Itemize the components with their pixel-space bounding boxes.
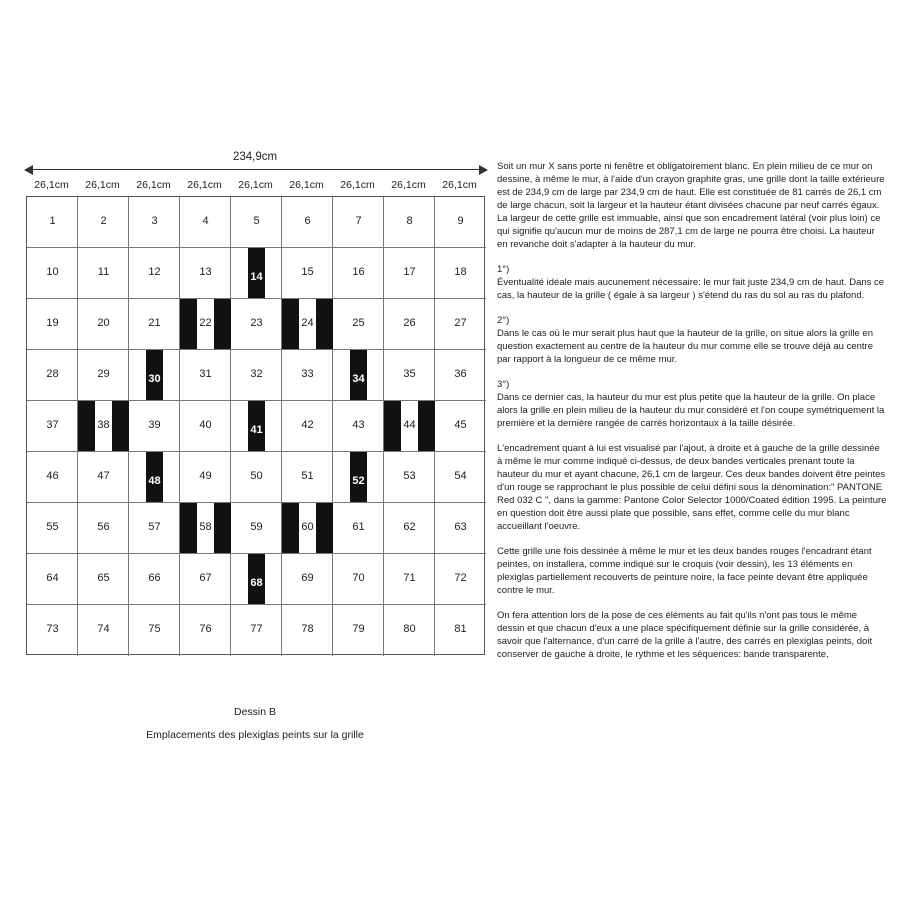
cell-number: 32 xyxy=(250,368,263,380)
cell-number: 13 xyxy=(199,266,212,278)
grid-cell xyxy=(333,401,384,452)
painted-plexiglas-band-right xyxy=(418,401,435,451)
paragraph-frame: L'encadrement quant à lui est visualisé par l'ajout, à droite et à gauche de la grille dessinée à même le mur comme indiqué ci-dessus, de deux bandes verticales prenant toute la hauteur du mur et ayant chacune, 26,1 cm de largeur. Ces deux bandes doivent être peintes d'un rouge se rapprochant le plus possible de celui défini sous la dénomination:" PANTONE Red 032 C ", dans la gamme: Pantone Color Selector 1000/Coated édition 1995. La peinture en question doit être aussi plate que possible, sans effet, comme celle du mur blanc accueillant l'oeuvre. xyxy=(497,443,887,532)
grid-cell xyxy=(282,605,333,656)
cell-number: 49 xyxy=(199,470,212,482)
cell-number: 12 xyxy=(148,266,161,278)
cell-number: 56 xyxy=(97,521,110,533)
grid-cell xyxy=(78,401,129,452)
paragraph-install: Cette grille une fois dessinée à même le mur et les deux bandes rouges l'encadrant étant peintes, on installera, comme indiqué sur le croquis (voir dessin), les 13 éléments en plexiglas partiellement recouverts de peinture noire, la face peinte devant être appliquée contre le mur. xyxy=(497,546,872,596)
cell-number: 54 xyxy=(454,470,467,482)
cell-number: 23 xyxy=(250,317,263,329)
grid-cell xyxy=(333,452,384,503)
cell-number: 75 xyxy=(148,623,161,635)
cell-number: 20 xyxy=(97,317,110,329)
cell-number: 31 xyxy=(199,368,212,380)
grid-cell xyxy=(435,605,486,656)
grid-cell xyxy=(27,197,78,248)
grid-cell xyxy=(384,350,435,401)
cell-number: 65 xyxy=(97,572,110,584)
cell-number: 70 xyxy=(352,572,365,584)
grid-cell xyxy=(78,503,129,554)
painted-plexiglas-band-right xyxy=(316,299,333,349)
grid-cell xyxy=(282,452,333,503)
cell-number: 7 xyxy=(355,215,362,227)
grid-cell xyxy=(78,197,129,248)
cell-number: 4 xyxy=(202,215,209,227)
cell-number: 39 xyxy=(148,419,161,431)
cell-number: 1 xyxy=(49,215,56,227)
cell-number: 5 xyxy=(253,215,260,227)
grid-cell xyxy=(333,197,384,248)
cell-number: 79 xyxy=(352,623,365,635)
grid-cell xyxy=(333,605,384,656)
cell-number: 29 xyxy=(97,368,110,380)
column-width-label: 26,1cm xyxy=(136,179,171,191)
grid-cell xyxy=(333,299,384,350)
grid-cell xyxy=(129,554,180,605)
grid-cell xyxy=(180,350,231,401)
painted-plexiglas-band-right xyxy=(316,503,333,553)
cell-number: 14 xyxy=(250,271,263,283)
cell-number: 27 xyxy=(454,317,467,329)
paragraph-placement: On fera attention lors de la pose de ces éléments au fait qu'ils n'ont pas tous le même dessin et que chacun d'eux a une place spécifiquement définie sur la grille considérée, à savoir que l'alternance, d'un carré de la grille à l'autre, des carrés en plexiglas peints, doit conserver de gauche à droite, le rythme et les séquences: bande transparente, xyxy=(497,610,873,660)
grid-cell xyxy=(435,350,486,401)
painted-plexiglas-band-left xyxy=(282,503,299,553)
cell-number: 15 xyxy=(301,266,314,278)
grid-cell xyxy=(333,503,384,554)
grid-cell xyxy=(78,299,129,350)
cell-number: 16 xyxy=(352,266,365,278)
grid-cell xyxy=(384,503,435,554)
grid-cell xyxy=(180,554,231,605)
column-width-label: 26,1cm xyxy=(85,179,120,191)
cell-number: 26 xyxy=(403,317,416,329)
painted-plexiglas-band-left xyxy=(180,299,197,349)
cell-number: 52 xyxy=(352,475,365,487)
description-text xyxy=(497,160,887,673)
grid-cell xyxy=(129,605,180,656)
grid-cell xyxy=(78,605,129,656)
cell-number: 42 xyxy=(301,419,314,431)
paragraph-case-1: Éventualité idéale mais aucunement nécessaire: le mur fait juste 234,9 cm de haut. Dans ce cas, la hauteur de la grille ( égale à sa largeur ) s'étend du ras du sol au ras du plafond. xyxy=(497,277,885,301)
grid-cell xyxy=(129,248,180,299)
cell-number: 74 xyxy=(97,623,110,635)
grid-cell xyxy=(231,401,282,452)
grid-cell xyxy=(384,248,435,299)
grid-cell xyxy=(129,503,180,554)
grid-cell xyxy=(435,554,486,605)
grid-cell xyxy=(27,605,78,656)
cell-number: 37 xyxy=(46,419,59,431)
cell-number: 73 xyxy=(46,623,59,635)
cell-number: 80 xyxy=(403,623,416,635)
grid-cell xyxy=(27,350,78,401)
grid-cell xyxy=(435,248,486,299)
cell-number: 41 xyxy=(250,424,263,436)
grid-cell xyxy=(180,503,231,554)
grid-cell xyxy=(27,401,78,452)
painted-plexiglas-band-right xyxy=(214,503,231,553)
cell-number: 46 xyxy=(46,470,59,482)
column-width-label: 26,1cm xyxy=(289,179,324,191)
case-2-label: 2°) xyxy=(497,315,510,326)
caption-title: Dessin B xyxy=(233,706,276,718)
grid-cell xyxy=(384,452,435,503)
caption-subtitle: Emplacements des plexiglas peints sur la grille xyxy=(146,729,364,741)
cell-number: 36 xyxy=(454,368,467,380)
cell-number: 76 xyxy=(199,623,212,635)
column-width-label: 26,1cm xyxy=(442,179,477,191)
grid-cell xyxy=(180,605,231,656)
cell-number: 68 xyxy=(250,577,263,589)
grid-cell xyxy=(231,197,282,248)
cell-number: 17 xyxy=(403,266,416,278)
grid-cell xyxy=(282,299,333,350)
painted-plexiglas-band-left xyxy=(78,401,95,451)
cell-number: 8 xyxy=(406,215,413,227)
cell-number: 3 xyxy=(151,215,158,227)
grid-cell xyxy=(282,350,333,401)
cell-number: 53 xyxy=(403,470,416,482)
painted-plexiglas-band-right xyxy=(112,401,129,451)
grid-cell xyxy=(333,554,384,605)
grid-cell xyxy=(27,248,78,299)
grid-cell xyxy=(27,299,78,350)
grid-cell xyxy=(231,248,282,299)
cell-number: 59 xyxy=(250,521,263,533)
cell-number: 58 xyxy=(199,521,212,533)
grid-cell xyxy=(231,350,282,401)
column-width-label: 26,1cm xyxy=(238,179,273,191)
case-1-label: 1°) xyxy=(497,264,510,275)
cell-number: 78 xyxy=(301,623,314,635)
cell-number: 60 xyxy=(301,521,314,533)
painted-plexiglas-band-left xyxy=(180,503,197,553)
cell-number: 51 xyxy=(301,470,314,482)
grid-cell xyxy=(282,503,333,554)
grid-cell xyxy=(435,401,486,452)
grid-cell xyxy=(435,452,486,503)
grid-cell xyxy=(78,554,129,605)
grid-cell xyxy=(129,299,180,350)
cell-number: 28 xyxy=(46,368,59,380)
painted-plexiglas-band-left xyxy=(282,299,299,349)
grid-cell xyxy=(27,503,78,554)
grid-cell xyxy=(333,350,384,401)
cell-number: 55 xyxy=(46,521,59,533)
grid-cell xyxy=(180,299,231,350)
column-width-label: 26,1cm xyxy=(391,179,426,191)
grid-cell xyxy=(231,299,282,350)
cell-number: 21 xyxy=(148,317,161,329)
case-3-label: 3°) xyxy=(497,379,510,390)
grid-cell xyxy=(384,605,435,656)
cell-number: 43 xyxy=(352,419,365,431)
column-width-label: 26,1cm xyxy=(34,179,69,191)
plexiglas-grid xyxy=(26,196,485,655)
cell-number: 30 xyxy=(148,373,161,385)
cell-number: 22 xyxy=(199,317,212,329)
cell-number: 67 xyxy=(199,572,212,584)
grid-cell xyxy=(231,452,282,503)
cell-number: 40 xyxy=(199,419,212,431)
grid-cell xyxy=(129,401,180,452)
grid-cell xyxy=(282,401,333,452)
cell-number: 66 xyxy=(148,572,161,584)
grid-cell xyxy=(384,401,435,452)
total-width-label: 234,9cm xyxy=(232,151,278,163)
paragraph-case-2: Dans le cas où le mur serait plus haut que la hauteur de la grille, on situe alors la grille en question exactement au centre de la hauteur du mur comme elle se trouve déjà au centre par rapport à la longueur de ce même mur. xyxy=(497,328,873,365)
column-width-label: 26,1cm xyxy=(187,179,222,191)
cell-number: 10 xyxy=(46,266,59,278)
cell-number: 57 xyxy=(148,521,161,533)
cell-number: 64 xyxy=(46,572,59,584)
cell-number: 47 xyxy=(97,470,110,482)
cell-number: 44 xyxy=(403,419,416,431)
grid-cell xyxy=(27,554,78,605)
grid-cell xyxy=(180,401,231,452)
cell-number: 6 xyxy=(304,215,311,227)
grid-cell xyxy=(384,299,435,350)
dimension-arrow-right xyxy=(479,165,488,175)
cell-number: 19 xyxy=(46,317,59,329)
cell-number: 34 xyxy=(352,373,365,385)
cell-number: 24 xyxy=(301,317,314,329)
cell-number: 63 xyxy=(454,521,467,533)
paragraph-intro: Soit un mur X sans porte ni fenêtre et obligatoirement blanc. En plein milieu de ce mur on dessine, à même le mur, à l'aide d'un crayon graphite gras, une grille dont la taille extérieure est de 234,9 cm de large par 234,9 cm de haut. Elle est constituée de 81 carrés de 26,1 cm de large chacun, soit la largeur et la hauteur étant divisées chacune par neuf carrés égaux. La largeur de cette grille est immuable, ainsi que son encadrement latéral (voir plus loin) ce qui signifie qu'aucun mur de moins de 287,1 cm de large ne pourra être choisi. La hauteur en revanche doit s'adapter à la hauteur du mur. xyxy=(497,161,885,250)
cell-number: 61 xyxy=(352,521,365,533)
grid-cell xyxy=(180,197,231,248)
grid-cell xyxy=(129,350,180,401)
cell-number: 77 xyxy=(250,623,263,635)
cell-number: 72 xyxy=(454,572,467,584)
grid-cell xyxy=(180,452,231,503)
cell-number: 9 xyxy=(457,215,464,227)
column-width-labels xyxy=(26,179,485,193)
cell-number: 25 xyxy=(352,317,365,329)
grid-cell xyxy=(78,350,129,401)
dimension-line xyxy=(26,169,486,170)
grid-cell xyxy=(435,299,486,350)
grid-cell xyxy=(384,554,435,605)
painted-plexiglas-band-right xyxy=(214,299,231,349)
cell-number: 11 xyxy=(97,266,110,278)
grid-cell xyxy=(231,503,282,554)
paragraph-case-3: Dans ce dernier cas, la hauteur du mur est plus petite que la hauteur de la grille. On place alors la grille en plein milieu de la hauteur du mur considéré et l'on coupe symétriquement la première et la dernière rangée de carrés horizontaux à la taille désirée. xyxy=(497,392,885,429)
cell-number: 62 xyxy=(403,521,416,533)
grid-cell xyxy=(435,197,486,248)
grid-cell xyxy=(27,452,78,503)
grid-cell xyxy=(282,197,333,248)
grid-cell xyxy=(129,452,180,503)
grid-cell xyxy=(180,248,231,299)
painted-plexiglas-band-left xyxy=(384,401,401,451)
column-width-label: 26,1cm xyxy=(340,179,375,191)
grid-cell xyxy=(129,197,180,248)
grid-cell xyxy=(435,503,486,554)
grid-cell xyxy=(231,554,282,605)
cell-number: 45 xyxy=(454,419,467,431)
cell-number: 48 xyxy=(148,475,161,487)
cell-number: 50 xyxy=(250,470,263,482)
cell-number: 35 xyxy=(403,368,416,380)
dimension-arrow-left xyxy=(24,165,33,175)
grid-cell xyxy=(282,248,333,299)
cell-number: 18 xyxy=(454,266,467,278)
cell-number: 81 xyxy=(454,623,467,635)
cell-number: 2 xyxy=(100,215,107,227)
grid-cell xyxy=(333,248,384,299)
grid-cell xyxy=(231,605,282,656)
cell-number: 71 xyxy=(403,572,416,584)
cell-number: 38 xyxy=(97,419,110,431)
cell-number: 33 xyxy=(301,368,314,380)
grid-cell xyxy=(78,248,129,299)
grid-cell xyxy=(282,554,333,605)
cell-number: 69 xyxy=(301,572,314,584)
grid-cell xyxy=(78,452,129,503)
grid-cell xyxy=(384,197,435,248)
